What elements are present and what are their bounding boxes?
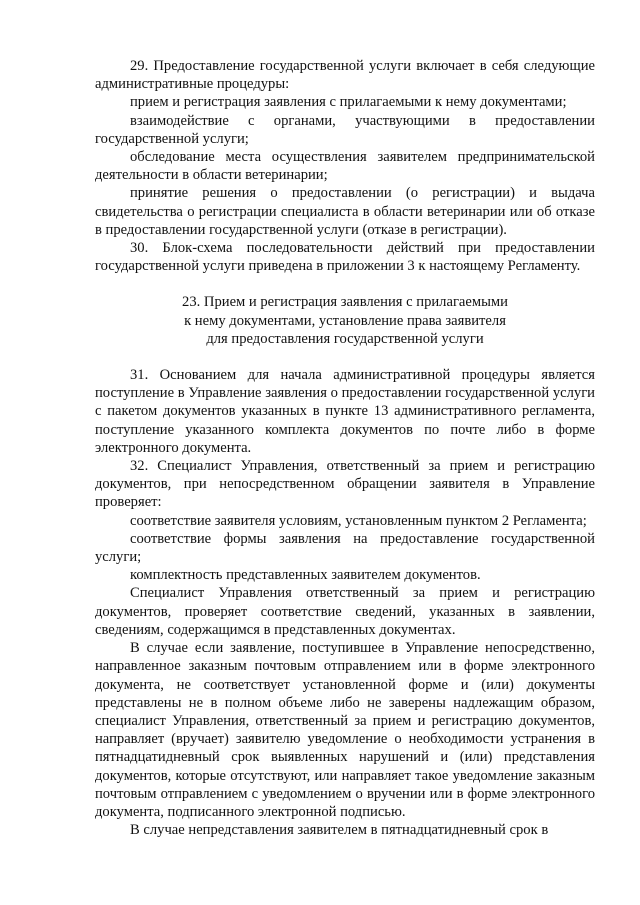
document-body xyxy=(95,57,595,839)
list-item-inspection: обследование места осуществления заявителем предпринимательской деятельности в области ветеринарии; xyxy=(95,149,595,184)
paragraph-32: 32. Специалист Управления, ответственный за прием и регистрацию документов, при непосредственном обращении заявителя в Управление проверяет: xyxy=(95,458,595,511)
list-item-decision: принятие решения о предоставлении (о регистрации) и выдача свидетельства о регистрации специалиста в области ветеринарии или об отказе в предоставлении государственной услуги (отказе в регистрации). xyxy=(95,185,595,238)
check-item-completeness: комплектность представленных заявителем документов. xyxy=(130,567,481,584)
check-item-form: соответствие формы заявления на предоставление государственной услуги; xyxy=(95,530,595,566)
heading-line: 23. Прием и регистрация заявления с прилагаемыми xyxy=(182,294,508,311)
heading-line: к нему документами, установление права заявителя xyxy=(184,312,506,329)
list-item-reception: прием и регистрация заявления с прилагаемыми к нему документами; xyxy=(130,94,567,111)
paragraph-31: 31. Основанием для начала административной процедуры является поступление в Управление заявления о предоставлении государственной услуги с пакетом документов указанных в пункте 13 административного регламента, поступление указанного комплекта документов по почте либо в форме электронного документа. xyxy=(95,367,595,456)
paragraph-29: 29. Предоставление государственной услуги включает в себя следующие административные процедуры: xyxy=(95,58,595,93)
paragraph-nonconformity: В случае если заявление, поступившее в Управление непосредственно, направленное заказным почтовым отправлением или в форме электронного документа, не соответствует установленной форме и (или) документы представлены не в полном объеме либо не заверены надлежащим образом, специалист Управления, ответственный за прием и регистрацию документов, направляет (вручает) заявителю уведомление о необходимости устранения в пятнадцатидневный срок выявленных нарушений и (или) представления документов, которые отсутствуют, или направляет такое уведомление заказным почтовым отправлением с уведомлением о вручении или в форме электронного документа, подписанного электронной подписью. xyxy=(95,640,595,820)
paragraph-nonsubmission: В случае непредставления заявителем в пятнадцатидневный срок в xyxy=(130,822,549,839)
paragraph-verification: Специалист Управления ответственный за прием и регистрацию документов, проверяет соответствие сведений, указанных в заявлении, сведениям, содержащимся в представленных документах. xyxy=(95,585,595,638)
paragraph-30: 30. Блок-схема последовательности действий при предоставлении государственной услуги приведена в приложении 3 к настоящему Регламенту. xyxy=(95,240,595,275)
heading-line: для предоставления государственной услуги xyxy=(206,330,484,347)
check-item-conditions: соответствие заявителя условиям, установленным пунктом 2 Регламента; xyxy=(130,512,587,529)
list-item-interaction: взаимодействие с органами, участвующими в предоставлении государственной услуги; xyxy=(95,112,595,147)
section-heading-23 xyxy=(95,293,595,348)
